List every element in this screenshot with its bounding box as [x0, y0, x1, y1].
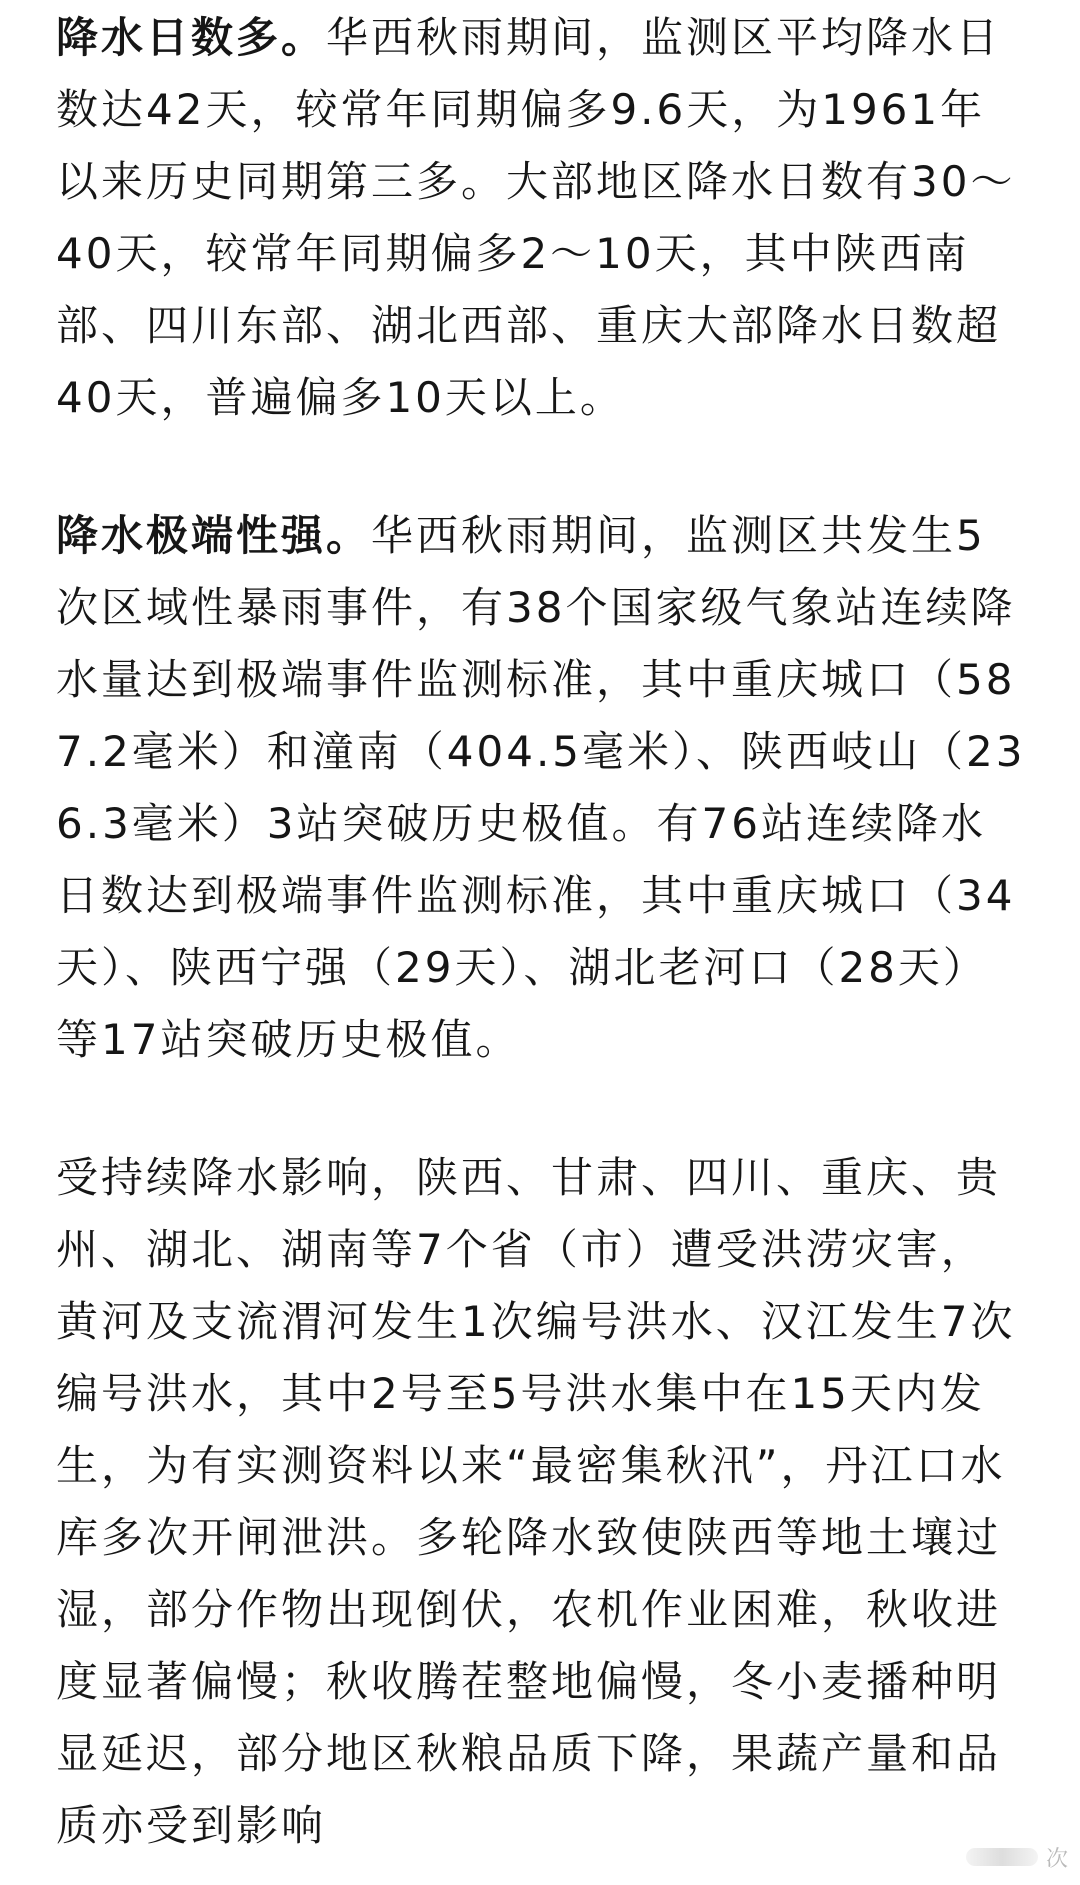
article-content [56, 2, 1026, 1862]
paragraph-body: 华西秋雨期间，监测区平均降水日数达42天，较常年同期偏多9.6天，为1961年以来历史同期第三多。大部地区降水日数有30～40天，较常年同期偏多2～10天，其中陕西南部、四川东部、湖北西部、重庆大部降水日数超40天，普遍偏多10天以上。 [56, 13, 1016, 422]
paragraph-precipitation-days [56, 2, 1026, 434]
paragraph-body: 受持续降水影响，陕西、甘肃、四川、重庆、贵州、湖北、湖南等7个省（市）遭受洪涝灾害，黄河及支流渭河发生1次编号洪水、汉江发生7次编号洪水，其中2号至5号洪水集中在15天内发生，为有实测资料以来“最密集秋汛”，丹江口水库多次开闸泄洪。多轮降水致使陕西等地土壤过湿，部分作物出现倒伏，农机作业困难，秋收进度显著偏慢；秋收腾茬整地偏慢，冬小麦播种明显延迟，部分地区秋粮品质下降，果蔬产量和品质亦受到影响 [56, 1153, 1016, 1850]
paragraph-precipitation-extremes [56, 500, 1026, 1076]
paragraph-lead: 降水日数多。 [56, 13, 327, 62]
watermark-graphic [966, 1848, 1038, 1866]
paragraph-impacts [56, 1142, 1026, 1862]
paragraph-lead: 降水极端性强。 [56, 511, 372, 560]
watermark-text: 次 [1045, 1846, 1068, 1872]
watermark [954, 1833, 1080, 1881]
paragraph-body: 华西秋雨期间，监测区共发生5次区域性暴雨事件，有38个国家级气象站连续降水量达到极端事件监测标准，其中重庆城口（587.2毫米）和潼南（404.5毫米）、陕西岐山（236.3毫米）3站突破历史极值。有76站连续降水日数达到极端事件监测标准，其中重庆城口（34天）、陕西宁强（29天）、湖北老河口（28天）等17站突破历史极值。 [56, 511, 1026, 1064]
